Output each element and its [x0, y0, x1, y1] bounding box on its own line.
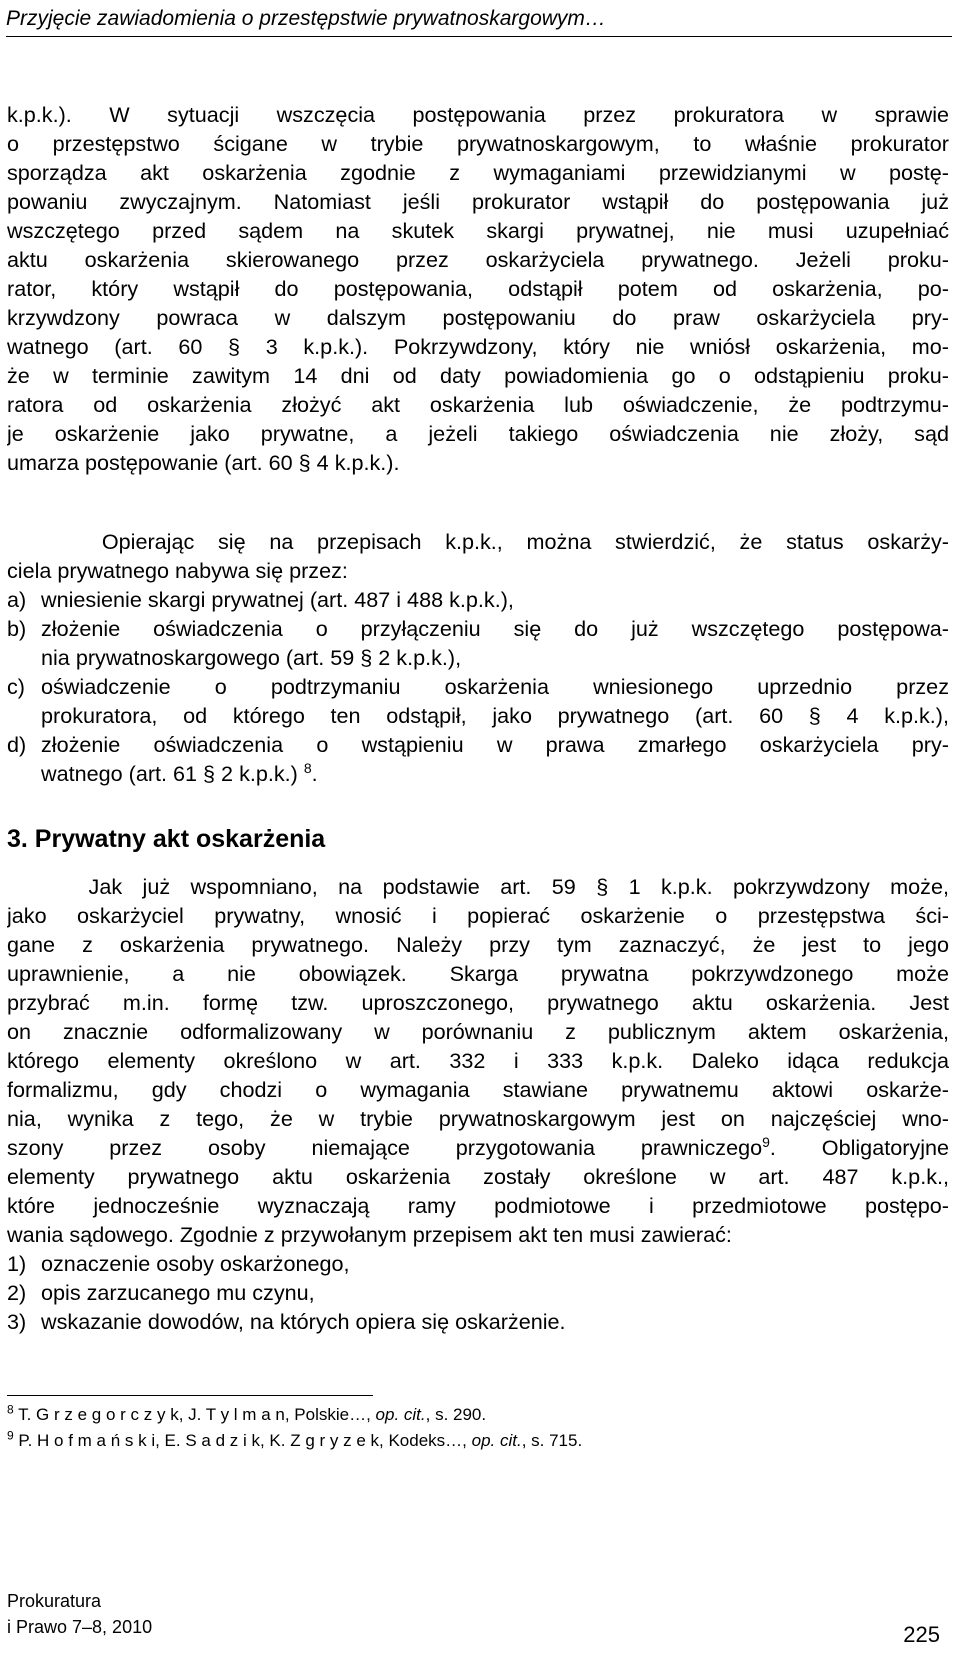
list-item — [7, 730, 949, 788]
list-label: a) — [7, 587, 27, 612]
journal-name: Prokuratura — [7, 1591, 102, 1611]
section-line: uprawnienie, a nie obowiązek. Skarga prywatna pokrzywdzonego może — [7, 961, 949, 986]
status-list — [7, 585, 949, 788]
list-text: opis zarzucanego mu czynu, — [41, 1280, 315, 1305]
list-intro — [7, 527, 949, 585]
section-line: jako oskarżyciel prywatny, wnosić i popierać oskarżenie o przestępstwa ści- — [7, 903, 949, 928]
list-line: prokuratora, od którego ten odstąpił, jako prywatnego (art. 60 § 4 k.p.k.), — [41, 703, 949, 728]
body-line: sporządza akt oskarżenia zgodnie z wymaganiami przewidzianymi w postę- — [7, 160, 949, 185]
page-number: 225 — [903, 1622, 940, 1647]
section-line: wania sądowego. Zgodnie z przywołanym przepisem akt ten musi zawierać: — [7, 1222, 732, 1247]
section-line: przybrać m.in. formę tzw. uproszczonego, prywatnego aktu oskarżenia. Jest — [7, 990, 949, 1015]
section-paragraph — [7, 872, 949, 1336]
list-label: c) — [7, 674, 25, 699]
list-item — [7, 1249, 949, 1278]
section-line: nia, wynika z tego, że w trybie prywatnoskargowym jest on najczęściej wno- — [7, 1106, 949, 1131]
list-line-trail: . — [311, 761, 318, 786]
list-label: 3) — [7, 1309, 27, 1334]
intro-line: ciela prywatnego nabywa się przez: — [7, 558, 348, 583]
list-line-text: watnego (art. 61 § 2 k.p.k.) — [41, 761, 298, 786]
journal-issue: i Prawo 7–8, 2010 — [7, 1617, 153, 1637]
footnote-number: 8 — [7, 1402, 14, 1417]
list-label: 1) — [7, 1251, 27, 1276]
body-line: wszczętego przed sądem na skutek skargi prywatnej, nie musi uzupełniać — [7, 218, 949, 243]
footnote-rest: , Kodeks…, — [379, 1431, 472, 1450]
list-line: nia prywatnoskargowego (art. 59 § 2 k.p.k.), — [41, 645, 462, 670]
body-line: watnego (art. 60 § 3 k.p.k.). Pokrzywdzony, który nie wniósł oskarżenia, mo- — [7, 334, 949, 359]
footnote-rest: , Polskie…, — [284, 1405, 376, 1424]
list-text: oznaczenie osoby oskarżonego, — [41, 1251, 350, 1276]
body-line: o przestępstwo ścigane w trybie prywatnoskargowym, to właśnie prokurator — [7, 131, 949, 156]
section-line: które jednocześnie wyznaczają ramy podmiotowe i przedmiotowe postępo- — [7, 1193, 949, 1218]
list-label: b) — [7, 616, 27, 641]
section-line: którego elementy określono w art. 332 i 333 k.p.k. Daleko idąca redukcja — [7, 1048, 949, 1073]
list-line: oświadczenie o podtrzymaniu oskarżenia wniesionego uprzednio przez — [41, 674, 949, 699]
body-line: je oskarżenie jako prywatne, a jeżeli takiego oświadczenia nie złoży, sąd — [7, 421, 949, 446]
section-line: Jak już wspomniano, na podstawie art. 59 § 1 k.p.k. pokrzywdzony może, — [7, 874, 949, 899]
list-label: d) — [7, 732, 27, 757]
footnotes — [7, 1402, 907, 1454]
list-item — [7, 1307, 949, 1336]
running-header: Przyjęcie zawiadomienia o przestępstwie prywatnoskargowym… — [6, 4, 952, 37]
footnote-ref[interactable]: 8 — [303, 759, 312, 776]
footnote-author: P. H o f m a ń s k i, E. S a d z i k, K. Z g r y z e k — [18, 1431, 379, 1450]
list-item — [7, 585, 949, 614]
footnote-cit: op. cit. — [471, 1431, 522, 1450]
footnote-cit: op. cit. — [375, 1405, 426, 1424]
footnote-tail: , s. 715. — [521, 1431, 583, 1450]
footnote — [7, 1428, 907, 1454]
list-line: wniesienie skargi prywatnej (art. 487 i 488 k.p.k.), — [41, 587, 514, 612]
list-text: wskazanie dowodów, na których opiera się oskarżenie. — [41, 1309, 566, 1334]
intro-line: Opierając się na przepisach k.p.k., można stwierdzić, że status oskarży- — [7, 529, 949, 554]
list-item — [7, 614, 949, 672]
body-line: rator, który wstąpił do postępowania, odstąpił potem od oskarżenia, po- — [7, 276, 949, 301]
footnote-number: 9 — [7, 1428, 14, 1443]
list-line: złożenie oświadczenia o przyłączeniu się do już wszczętego postępowa- — [41, 616, 949, 641]
footnote-separator — [7, 1395, 373, 1396]
footnote-ref[interactable]: 9 — [762, 1133, 770, 1150]
list-item — [7, 1278, 949, 1307]
section-line: on znacznie odformalizowany w porównaniu z publicznym aktem oskarżenia, — [7, 1019, 949, 1044]
body-line: krzywdzony powraca w dalszym postępowaniu do praw oskarżyciela pry- — [7, 305, 949, 330]
section-line-tail: . Obligatoryjne — [769, 1135, 949, 1160]
section-line-text: szony przez osoby niemające przygotowania prawniczego — [7, 1135, 763, 1160]
body-line: umarza postępowanie (art. 60 § 4 k.p.k.). — [7, 450, 400, 475]
section-line: gane z oskarżenia prywatnego. Należy przy tym zaznaczyć, że jest to jego — [7, 932, 949, 957]
footnote — [7, 1402, 907, 1428]
section-line-with-ref — [7, 1133, 949, 1162]
section-line: formalizmu, gdy chodzi o wymagania stawiane prywatnemu aktowi oskarże- — [7, 1077, 949, 1102]
section-heading: 3. Prywatny akt oskarżenia — [7, 825, 326, 853]
body-line: że w terminie zawitym 14 dni od daty powiadomienia go o odstąpieniu proku- — [7, 363, 949, 388]
section-line: elementy prywatnego aktu oskarżenia zostały określone w art. 487 k.p.k., — [7, 1164, 949, 1189]
body-line: powaniu zwyczajnym. Natomiast jeśli prokurator wstąpił do postępowania już — [7, 189, 949, 214]
body-line: ratora od oskarżenia złożyć akt oskarżenia lub oświadczenie, że podtrzymu- — [7, 392, 949, 417]
list-line-last — [41, 759, 949, 788]
list-item — [7, 672, 949, 730]
footnote-author: T. G r z e g o r c z y k, J. T y l m a n — [18, 1405, 285, 1424]
list-label: 2) — [7, 1280, 27, 1305]
body-paragraph — [7, 100, 949, 477]
body-line: k.p.k.). W sytuacji wszczęcia postępowania przez prokuratora w sprawie — [7, 102, 949, 127]
body-line: aktu oskarżenia skierowanego przez oskarżyciela prywatnego. Jeżeli proku- — [7, 247, 949, 272]
journal-footer — [7, 1588, 152, 1640]
list-line: złożenie oświadczenia o wstąpieniu w prawa zmarłego oskarżyciela pry- — [41, 732, 949, 757]
footnote-tail: , s. 290. — [425, 1405, 487, 1424]
